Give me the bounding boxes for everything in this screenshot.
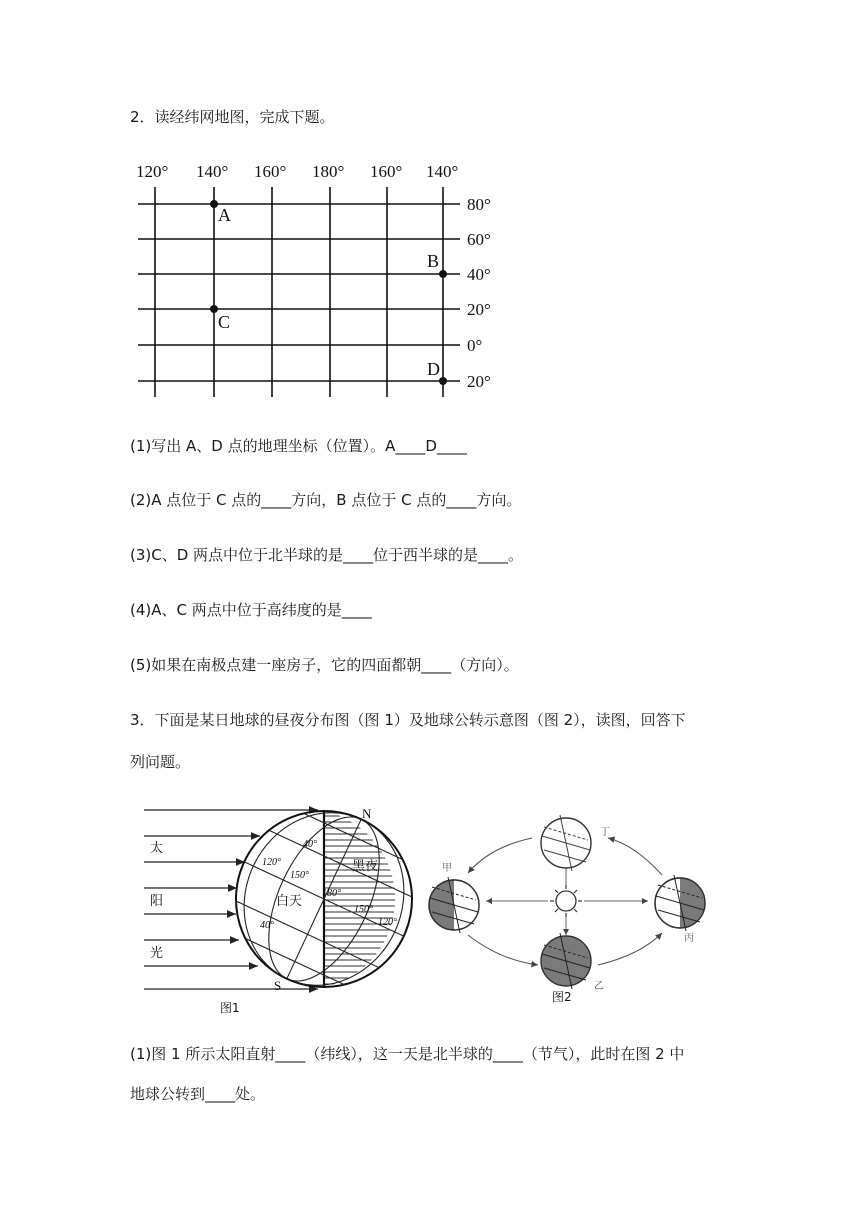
night-label: 黑夜 — [352, 858, 379, 873]
earth-yi — [541, 933, 591, 989]
sun-icon — [550, 885, 582, 917]
north-label: N — [362, 806, 372, 821]
point-a-label: A — [218, 205, 231, 225]
point-c — [210, 305, 218, 313]
earth-bing — [655, 875, 705, 931]
q2-sub4: (4)A、C 两点中位于高纬度的是____ — [130, 601, 372, 619]
q2-sub2: (2)A 点位于 C 点的____方向，B 点位于 C 点的____方向。 — [130, 491, 522, 509]
lon-label: 140° — [426, 162, 459, 181]
lon-label: 180° — [312, 162, 345, 181]
position-ding: 丁 — [600, 827, 610, 838]
lat-label: 40° — [467, 265, 491, 284]
lon-label: 140° — [196, 162, 229, 181]
lat-label-south: 40° — [260, 920, 274, 931]
earth-ding — [541, 815, 591, 871]
figure-1-day-night — [140, 800, 430, 1020]
q3-title-line1: 3．下面是某日地球的昼夜分布图（图 1）及地球公转示意图（图 2），读图，回答下 — [130, 711, 686, 729]
q3-sub1-line1: (1)图 1 所示太阳直射____（纬线），这一天是北半球的____（节气），此时在图 2 中 — [130, 1045, 685, 1063]
sun-char-1: 太 — [150, 840, 164, 855]
lon-label-night-1: 180° — [322, 888, 341, 899]
sun-char-2: 阳 — [150, 893, 164, 908]
point-c-label: C — [218, 312, 231, 332]
south-label: S — [274, 978, 282, 993]
lat-label: 0° — [467, 336, 483, 355]
q2-title: 2．读经纬网地图，完成下题。 — [130, 108, 335, 126]
q2-sub5: (5)如果在南极点建一座房子，它的四面都朝____（方向）。 — [130, 656, 519, 674]
lon-label-night-2: 150° — [354, 904, 373, 915]
point-d — [439, 377, 447, 385]
lon-label-day-1: 120° — [262, 857, 281, 868]
figure-2-caption: 图2 — [552, 990, 572, 1004]
lon-label-day-2: 150° — [290, 870, 309, 881]
lon-label: 120° — [136, 162, 169, 181]
q2-sub1: (1)写出 A、D 点的地理坐标（位置）。A____D____ — [130, 437, 467, 455]
q3-sub1-line2: 地球公转到____处。 — [130, 1085, 266, 1103]
q3-title-line2: 列问题。 — [130, 753, 191, 771]
figure-1-caption: 图1 — [220, 1001, 240, 1015]
point-d-label: D — [427, 359, 440, 379]
lat-label-north: 40° — [303, 839, 317, 850]
grid-lines — [138, 187, 460, 397]
lat-label: 60° — [467, 230, 491, 249]
figure-2-revolution — [420, 805, 720, 1005]
point-b — [439, 270, 447, 278]
earth-jia — [429, 877, 479, 933]
lat-label: 80° — [467, 195, 491, 214]
position-yi: 乙 — [594, 981, 604, 992]
lon-label-night-3: 120° — [378, 917, 397, 928]
lon-label: 160° — [370, 162, 403, 181]
lat-label: 20° — [467, 372, 491, 391]
day-label: 白天 — [276, 893, 303, 908]
lon-label: 160° — [254, 162, 287, 181]
lat-label: 20° — [467, 300, 491, 319]
sun-char-3: 光 — [150, 945, 164, 960]
position-jia: 甲 — [442, 863, 452, 874]
graticule-map — [120, 155, 520, 405]
position-bing: 丙 — [684, 933, 694, 944]
q2-sub3: (3)C、D 两点中位于北半球的是____位于西半球的是____。 — [130, 546, 524, 564]
point-a — [210, 200, 218, 208]
point-b-label: B — [427, 251, 440, 271]
